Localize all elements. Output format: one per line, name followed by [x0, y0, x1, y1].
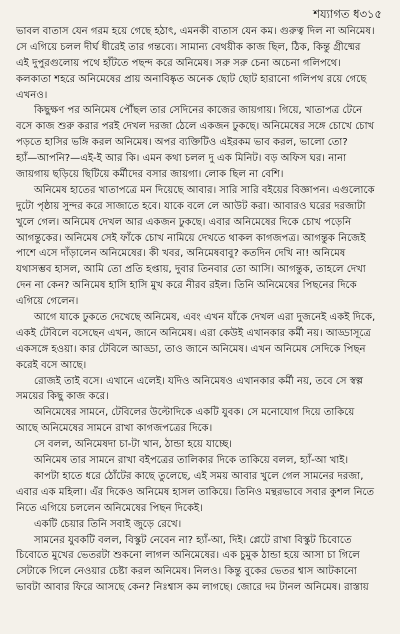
running-header: শয্যাগত ধ৩১৫	[313, 7, 382, 21]
text-line: অনিমেষ হাতের খাতাপত্রে মন দিয়েছে আবার। সারি সারি বইয়ের বিজ্ঞাপন। এগুলোকে	[34, 184, 375, 196]
text-line: আগে যাকে ঢুকতে দেখেছে অনিমেষ, এবং এখন যাঁকে দেখল এরা দুজনেই একই দিকে,	[34, 312, 376, 324]
text-line: হ্যাঁ—আপনি?—এই-ই আর কি। এমন কথা চলল দু এক মিনিট। বড় অফিস ঘর। নানা	[16, 153, 347, 165]
text-line: পড়তে হাসির ভঙ্গি করল অনিমেষ। অপর ব্যক্তিটিও এইরকম ভাব করল, ভালো তো?	[16, 137, 348, 149]
text-line: কলকাতা শহরে অনিমেষের প্রায় অনাবিষ্কৃত অনেক ছোট ছোট হারানো গলিপথ রয়ে গেছে	[16, 73, 367, 85]
text-line: সামনের যুবকটি বলল, বিস্কুট নেবেন না? হ্যাঁ-আ, দিই। প্লেটে রাখা বিস্কুট চিবোতে	[34, 534, 352, 546]
text-line: এখনও।	[16, 89, 48, 101]
text-line: খুলে গেল। অনিমেষ দেখল আর একজন ঢুকছে। এবার অনিমেষের দিকে চোখ পড়েনি	[16, 216, 352, 228]
text-line: দেন না কেন? অনিমেষ হাসি হাসি মুখ করে নীরব রইল। তিনি অনিমেষের পিছনের দিকে	[16, 280, 357, 292]
text-line: যথাসম্ভব হাসল, আমি তো প্রতি হপ্তায়, দুবার তিনবার তো আসি। আগন্তুক, তাহলে দেখা	[16, 264, 366, 276]
text-line: জায়গায় ছড়িয়ে ছিটিয়ে কর্মীদের বসার জায়গা। লোক ছিল না বেশি।	[16, 169, 284, 181]
text-line: এগিয়ে গেলেন।	[16, 296, 79, 308]
text-line: কাপটা হাতে ধরে ঠোঁটের কাছে তুলেছে, এই সময় আবার খুলে গেল সামনের দরজা,	[34, 470, 364, 482]
text-line: সে বলল, অনিমেষদা চা-টা খান, ঠান্ডা হয়ে যাচ্ছে।	[34, 439, 233, 451]
text-line: সে এগিয়ে চলল দীর্ঘ ধীরেই তার গন্তব্যে। সামান্য বেথয়ীক কাজ ছিল, ঠিক, কিন্তু গ্রীষ্মের	[16, 41, 361, 53]
text-line: একটি চেয়ার তিনি সবাই জুড়ে রেখে।	[34, 518, 182, 530]
text-line: আছে অনিমেষের সামনে রাখা কাগজপত্রের দিকে।	[16, 423, 213, 435]
text-line: ভাবল বাতাস যেন গরম হয়ে গেছে হঠাৎ, এমনকী বাতাস যেন কম। গুরুত্ব দিল না অনিমেষ।	[16, 26, 375, 37]
text-line: কিছুক্ষণ পর অনিমেষ পৌঁছল তার সেদিনের কাজের জায়গায়। গিয়ে, খাতাপত্র টেনে	[34, 105, 363, 117]
text-line: সেটাকে গিলে নেওয়ার চেষ্টা করল অনিমেষ। নিলও। কিন্তু বুকের ভেতর শ্বাস আটকানো	[16, 566, 357, 578]
text-line: পাশে এসে দাঁড়ালেন অনিমেষের। কী খবর, অনিমেষবাবু? কতদিন দেখি না! অনিমেষ	[16, 248, 346, 260]
text-line: করেই বসে আছে।	[16, 359, 87, 371]
body-text	[16, 24, 386, 596]
text-line: ভাবটা আবার ফিরে আসছে কেন? নিঃশ্বাস কম লাগছে। জোরে দম টানল অনিমেষ। রাস্তায়	[16, 582, 369, 594]
text-line: সময়ের কিছু কাজ করে।	[16, 391, 109, 403]
text-line: এই দুপুরগুলোয় পথে হাঁটতে পছন্দ করে অনিমেষ। সরু সরু চেনা অচেনা গলিপথে।	[16, 57, 341, 69]
text-line: এবার এক মহিলা। এঁর দিকেও অনিমেষ হাসল তাকিয়ে। তিনিও মন্থরভাবে সবার কুশল নিতে	[16, 486, 375, 498]
text-line: দুটো পৃষ্ঠায় সুন্দর করে সাজাতে হবে। যাকে বলে লে আউট করা। আবারও ঘরের দরজাটা	[16, 200, 366, 212]
text-line: নিতে এগিয়ে চললেন অনিমেষের পিছন দিকেই।	[16, 502, 203, 514]
text-line: আগন্তুকের। অনিমেষ সেই ফাঁকে চোখ নামিয়ে দেখতে থাকল কাগজপত্র। আগন্তুক নিজেই	[16, 232, 366, 244]
text-line: অনিমেষের সামনে, টেবিলের উল্টোদিকে একটি যুবক। সে মনোযোগ দিয়ে তাকিয়ে	[34, 407, 355, 419]
text-line: একসঙ্গে হওয়া। কার টেবিলে আড্ডা, তাও জানে অনিমেষ। এখন অনিমেষ সেদিকে পিছন	[16, 343, 366, 355]
text-line: বসে কাজ শুরু করার পরই দেখল দরজা ঠেলে একজন ঢুকছে। অনিমেষের সঙ্গে চোখে চোখ	[16, 121, 375, 133]
text-line: চিবোতে মুখের ভেতরটা শুকনো লাগল অনিমেষের। এক চুমুক ঠান্ডা হয়ে আসা চা গিলে	[16, 550, 360, 562]
text-line: একই টেবিলে বসেছেন এখন, জানে অনিমেষ। এরা কেউই এখানকার কর্মী নয়। আড্ডাসূত্রে	[16, 327, 371, 339]
text-line: অনিমেষ তার সামনে রাখা বইপত্রের তালিকার দিকে তাকিয়ে বলল, হ্যাঁ-আ খাই।	[34, 455, 349, 467]
text-line: রোজই তাই বসে। এখানে এলেই। যদিও অনিমেষও এখানকার কর্মী নয়, তবে সে স্বল্প	[34, 375, 364, 387]
